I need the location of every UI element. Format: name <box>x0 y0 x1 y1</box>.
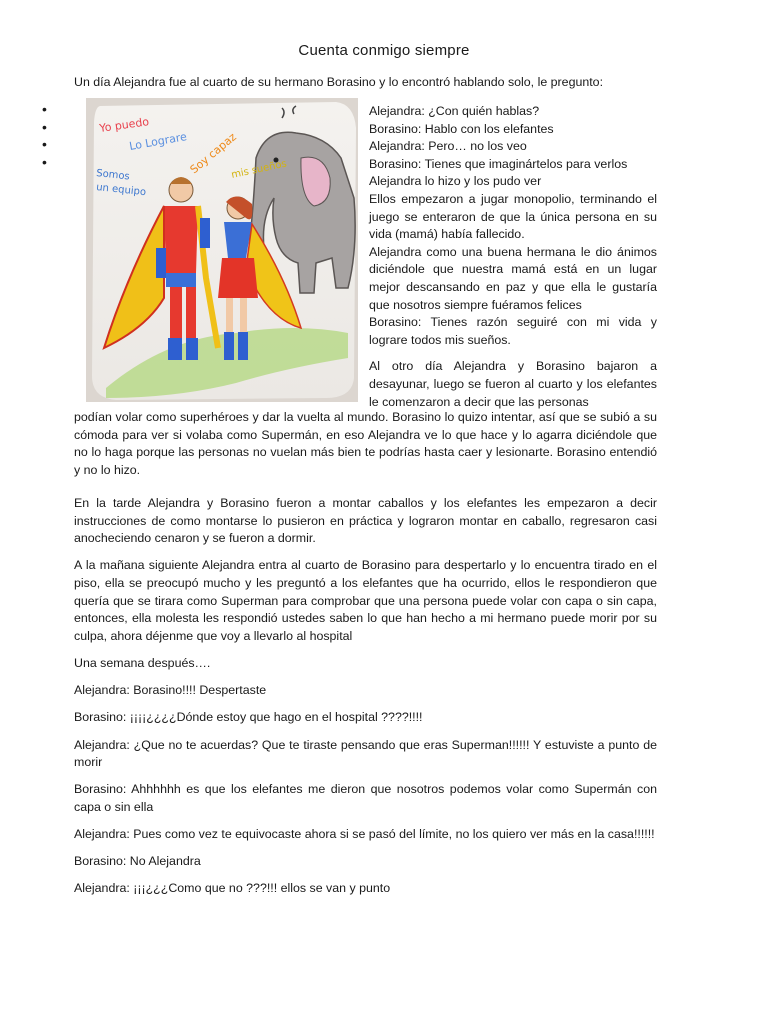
drawing-text-6: mis sueños <box>230 158 288 181</box>
narration-paragraph: A la mañana siguiente Alejandra entra al cuarto de Borasino para despertarlo y lo encuentra tirado en el piso, ella se preocupó mucho y les preguntó a los elefantes que ha ocurrido, ellos le respondieron que quería que se tirara como Superman para comprobar que una persona puede volar con capa o sin capa, entonces, ella molesta les respondió ustedes saben lo que han hecho a mi hermano puede morir por su culpa, ahora déjenme que voy a llevarlo al hospital <box>74 558 657 643</box>
dialogue-column <box>369 103 657 411</box>
document-title: Cuenta conmigo siempre <box>298 42 470 59</box>
dialogue-line: Borasino: Hablo con los elefantes <box>369 121 554 136</box>
dialogue-line: Alejandra: Pero… no los veo <box>369 139 527 154</box>
drawing-text-5: un equipo <box>95 182 147 199</box>
narration-paragraph: podían volar como superhéroes y dar la vuelta al mundo. Borasino lo quizo intentar, así que se subió a su cómoda para ver si volaba como Supermán, en eso Alejandra ve lo que hace y lo agarra diciéndole que no lo haga porque las personas no vuelan más bien te podrías hasta caer y lesionarte. Borasino entendió y no lo hizo. <box>74 410 657 477</box>
bullet-icon: • <box>42 153 47 170</box>
narration-paragraph: En la tarde Alejandra y Borasino fueron a montar caballos y los elefantes les empezaron a decir instrucciones de como montarse lo pusieron en práctica y lograron montar en caballo, regresaron casi anocheciendo cenaron y se fueron a dormir. <box>74 496 657 546</box>
intro-line: Un día Alejandra fue al cuarto de su hermano Borasino y lo encontró hablando solo, le pregunto: <box>74 75 604 89</box>
narration-line: Una semana después…. <box>74 655 211 670</box>
drawing-text-4: Somos <box>95 168 131 183</box>
dialogue-line: Alejandra: Pues como vez te equivocaste ahora si se pasó del límite, no los quiero ver más en la casa!!!!!! <box>74 827 655 842</box>
bullet-icon: • <box>42 101 47 117</box>
dialogue-line: Alejandra: ¿Con quién hablas? <box>369 104 540 118</box>
bullet-icon: • <box>42 136 47 153</box>
story-body-1 <box>74 409 657 488</box>
superhero-drawing-image <box>86 98 358 402</box>
bullet-icon: • <box>42 118 47 135</box>
dialogue-line: Borasino: ¡¡¡¡¿¿¿¿Dónde estoy que hago en el hospital ????!!!! <box>74 710 423 725</box>
story-body-2 <box>74 495 657 908</box>
drawing-text-1: Yo puedo <box>98 115 150 135</box>
narration-paragraph: Ellos empezaron a jugar monopolio, terminando el juego se enteraron de que la única persona en su vida (mamá) había fallecido. <box>369 191 657 242</box>
dialogue-line: Alejandra: ¡¡¡¿¿¿Como que no ???!!! ellos se van y punto <box>74 881 391 896</box>
drawing-text-2: Lo Lograre <box>128 130 188 153</box>
dialogue-line: Borasino: Ahhhhhh es que los elefantes me dieron que nosotros podemos volar como Supermán con capa o sin ella <box>74 782 657 814</box>
drawing-text-3: Soy capaz <box>187 130 239 177</box>
bullet-list-markers <box>42 101 62 171</box>
narration-line: Alejandra lo hizo y los pudo ver <box>369 174 542 189</box>
narration-paragraph: Alejandra como una buena hermana le dio ánimos diciéndole que nuestra mamá está en un lugar mejor descansando en paz y que ella le gustaría que nosotros siempre fuéramos felices <box>369 244 657 312</box>
dialogue-line: Alejandra: ¿Que no te acuerdas? Que te tiraste pensando que eras Superman!!!!!! Y estuviste a punto de morir <box>74 737 657 770</box>
narration-paragraph: Al otro día Alejandra y Borasino bajaron a desayunar, luego se fueron al cuarto y los elefantes le comenzaron a decir que las personas <box>369 359 657 409</box>
dialogue-line: Borasino: No Alejandra <box>74 854 201 869</box>
dialogue-line: Alejandra: Borasino!!!! Despertaste <box>74 683 267 698</box>
dialogue-line: Borasino: Tienes razón seguiré con mi vida y lograre todos mis sueños. <box>369 315 657 347</box>
dialogue-line: Borasino: Tienes que imaginártelos para verlos <box>369 156 628 171</box>
